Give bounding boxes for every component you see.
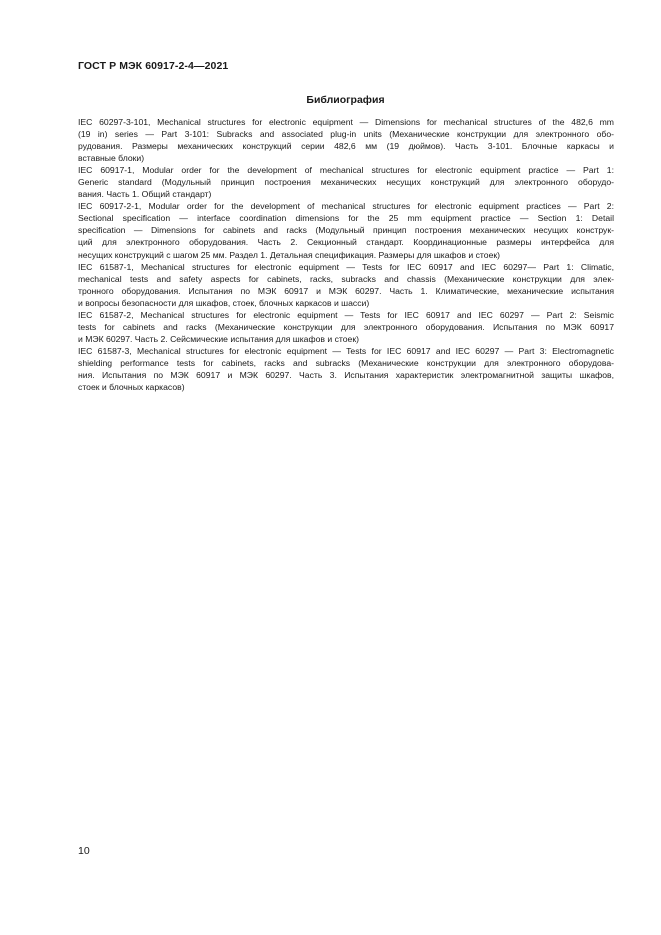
- entry-line: стоек и блочных каркасов): [78, 382, 185, 393]
- bibliography-list: [78, 116, 614, 393]
- section-title-text: Библиография: [306, 94, 385, 106]
- bibliography-entry: [78, 309, 614, 345]
- entry-line: ций для электронного оборудования. Часть 2. Секционный стандарт. Координационные размеры интерфейса для: [78, 237, 614, 248]
- entry-line: shielding performance tests for cabinets, racks and subracks (Механические конструкции для электронного оборудова-: [78, 357, 614, 368]
- entry-line: IEC 60917-1, Modular order for the development of mechanical structures for electronic equipment practice — Part 1:: [78, 165, 614, 176]
- bibliography-entry: [78, 164, 614, 200]
- entry-line: и вопросы безопасности для шкафов, стоек, блочных каркасов и шасси): [78, 297, 370, 308]
- bibliography-entry: [78, 116, 614, 164]
- entry-line: mechanical tests and safety aspects for cabinets, racks, subracks and chassis (Механические конструкции для элек-: [78, 273, 614, 284]
- entry-line: IEC 60917-2-1, Modular order for the development of mechanical structures for electronic equipment practices — Part 2:: [78, 201, 614, 212]
- bibliography-entry: [78, 200, 614, 260]
- entry-line: рудования. Размеры механических конструкций серии 482,6 мм (19 дюймов). Часть 3-101. Блочные каркасы и: [78, 141, 614, 152]
- entry-line: вания. Часть 1. Общий стандарт): [78, 189, 212, 200]
- bibliography-entry: [78, 345, 614, 393]
- entry-line: Generic standard (Модульный принцип построения механических несущих конструкций для электронного оборудо-: [78, 177, 614, 188]
- entry-line: ния. Испытания по МЭК 60917 и МЭК 60297. Часть 3. Испытания характеристик электромагнитной защиты шкафов,: [78, 369, 614, 380]
- entry-line: IEC 61587-1, Mechanical structures for electronic equipment — Tests for IEC 60917 and IEC 60297— Part 1: Climatic,: [78, 261, 614, 272]
- standard-designation: ГОСТ Р МЭК 60917-2-4—2021: [78, 60, 229, 72]
- entry-line: tests for cabinets and racks (Механические конструкции для электронного оборудования. Испытания по МЭК 60917: [78, 321, 614, 332]
- page-number: 10: [78, 845, 90, 857]
- entry-line: несущих конструкций с шагом 25 мм. Раздел 1. Детальная спецификация. Размеры для шкафов и стоек): [78, 249, 501, 260]
- entry-line: IEC 61587-2, Mechanical structures for electronic equipment — Tests for IEC 60917 and IEC 60297 — Part 2: Seismic: [78, 309, 614, 320]
- entry-line: вставные блоки): [78, 153, 145, 164]
- entry-line: specification — Dimensions for cabinets and racks (Модульный принцип построения механических несущих конструк-: [78, 225, 614, 236]
- entry-line: и МЭК 60297. Часть 2. Сейсмические испытания для шкафов и стоек): [78, 333, 359, 344]
- entry-line: Sectional specification — interface coordination dimensions for the 25 mm equipment practice — Section 1: Detail: [78, 213, 614, 224]
- entry-line: IEC 60297-3-101, Mechanical structures for electronic equipment — Dimensions for mechanical structures of the 482,6 mm: [78, 117, 614, 127]
- entry-line: тронного оборудования. Испытания по МЭК 60917 и МЭК 60297. Часть 1. Климатические, механические испытания: [78, 285, 614, 296]
- entry-line: (19 in) series — Part 3-101: Subracks and associated plug-in units (Механические конструкции для электронного обо-: [78, 129, 614, 140]
- section-title: [0, 94, 661, 106]
- bibliography-entry: [78, 261, 614, 309]
- entry-line: IEC 61587-3, Mechanical structures for electronic equipment — Tests for IEC 60917 and IEC 60297 — Part 3: Electromagnetic: [78, 345, 614, 356]
